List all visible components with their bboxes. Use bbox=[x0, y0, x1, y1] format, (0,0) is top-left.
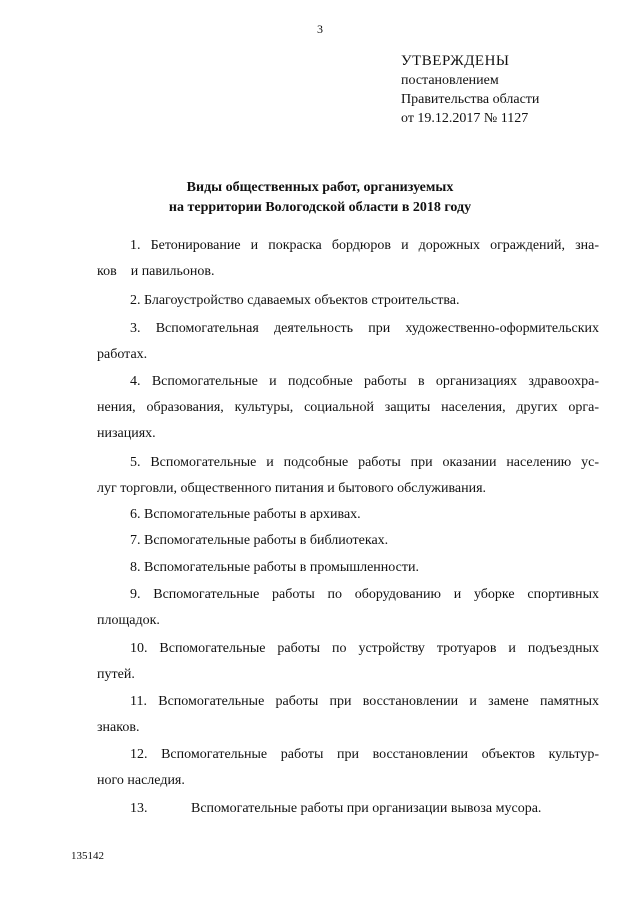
list-item-3-line-2: работах. bbox=[97, 347, 148, 362]
approval-line-government: Правительства области bbox=[401, 92, 540, 107]
list-item-4-line-2: нения, образования, культуры, социальной защиты населения, других орга- bbox=[97, 400, 599, 415]
list-item-11 bbox=[97, 689, 599, 741]
list-item-4 bbox=[97, 369, 599, 447]
list-item-7 bbox=[97, 528, 599, 554]
list-item-1-line-2: ков и павильонов. bbox=[97, 264, 215, 279]
list-item-13-text: Вспомогательные работы при организации вывоза мусора. bbox=[191, 801, 542, 816]
list-item-4-line-3: низациях. bbox=[97, 426, 156, 441]
list-item-6 bbox=[97, 502, 599, 528]
list-item-3 bbox=[97, 316, 599, 368]
list-item-11-line-2: знаков. bbox=[97, 720, 140, 735]
list-item-2 bbox=[97, 288, 599, 314]
list-item-9-line-2: площадок. bbox=[97, 613, 160, 628]
list-item-12-line-2: ного наследия. bbox=[97, 773, 185, 788]
list-item-10-line-2: путей. bbox=[97, 667, 135, 682]
list-item-4-line-1: 4. Вспомогательные и подсобные работы в организациях здравоохра- bbox=[130, 374, 599, 389]
list-item-2-line-1: 2. Благоустройство сдаваемых объектов строительства. bbox=[130, 293, 460, 308]
list-item-8-line-1: 8. Вспомогательные работы в промышленности. bbox=[130, 560, 419, 575]
list-item-5-line-2: луг торговли, общественного питания и бытового обслуживания. bbox=[97, 481, 487, 496]
footer-document-code: 135142 bbox=[71, 850, 104, 862]
list-item-12 bbox=[97, 742, 599, 794]
list-item-1 bbox=[97, 233, 599, 285]
list-item-10-line-1: 10. Вспомогательные работы по устройству тротуаров и подъездных bbox=[130, 641, 599, 656]
list-item-13-number: 13. bbox=[130, 801, 148, 816]
approval-line-decree: постановлением bbox=[401, 73, 499, 88]
list-item-12-line-1: 12. Вспомогательные работы при восстановлении объектов культур- bbox=[130, 747, 599, 762]
document-title-line-2: на территории Вологодской области в 2018 году bbox=[168, 200, 472, 215]
list-item-13 bbox=[130, 796, 590, 822]
list-item-1-line-1: 1. Бетонирование и покраска бордюров и дорожных ограждений, зна- bbox=[130, 238, 599, 253]
list-item-9 bbox=[97, 582, 599, 634]
list-item-8 bbox=[97, 555, 599, 581]
approval-line-date: от 19.12.2017 № 1127 bbox=[401, 111, 529, 126]
approval-heading: УТВЕРЖДЕНЫ bbox=[401, 53, 510, 69]
list-item-10 bbox=[97, 636, 599, 688]
list-item-7-line-1: 7. Вспомогательные работы в библиотеках. bbox=[130, 533, 389, 548]
list-item-6-line-1: 6. Вспомогательные работы в архивах. bbox=[130, 507, 361, 522]
document-title bbox=[0, 178, 640, 218]
page-number: 3 bbox=[317, 22, 323, 36]
list-item-5-line-1: 5. Вспомогательные и подсобные работы при оказании населению ус- bbox=[130, 455, 599, 470]
list-item-11-line-1: 11. Вспомогательные работы при восстановлении и замене памятных bbox=[130, 694, 599, 709]
list-item-5 bbox=[97, 450, 599, 502]
document-title-line-1: Виды общественных работ, организуемых bbox=[186, 180, 454, 195]
approval-block bbox=[401, 52, 539, 128]
list-item-9-line-1: 9. Вспомогательные работы по оборудованию и уборке спортивных bbox=[130, 587, 599, 602]
list-item-3-line-1: 3. Вспомогательная деятельность при художественно-оформительских bbox=[130, 321, 599, 336]
